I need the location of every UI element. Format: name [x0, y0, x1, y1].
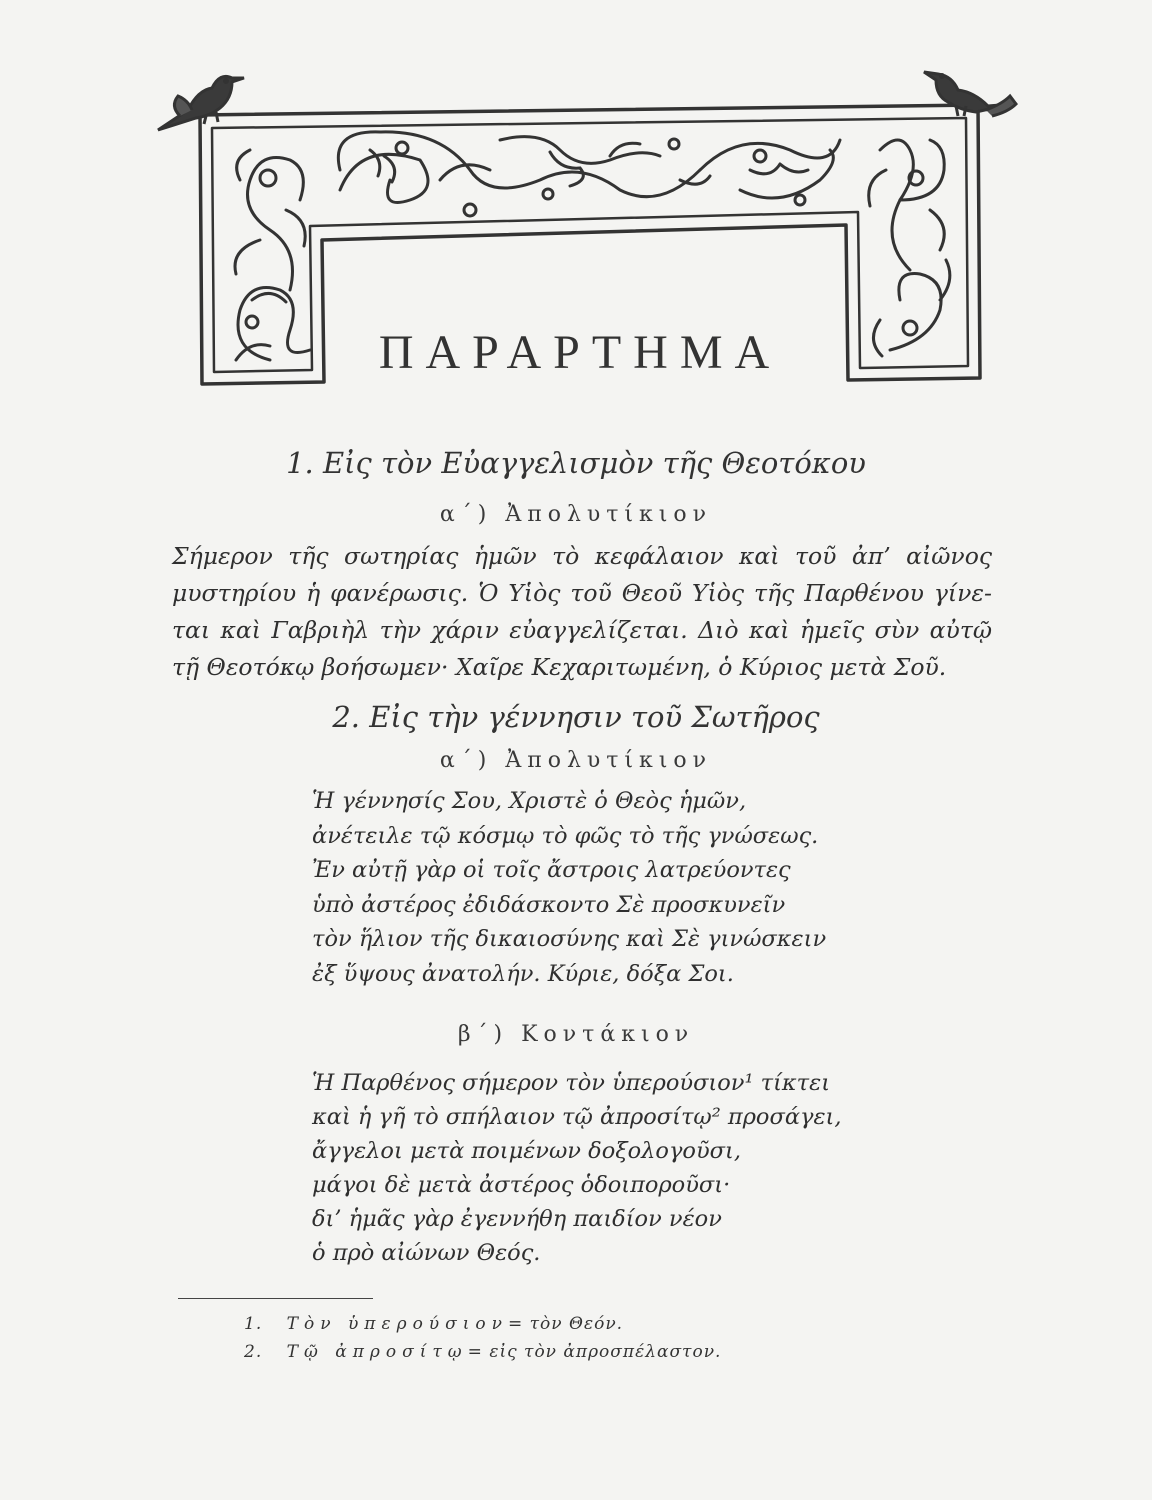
text-line: ται καὶ Γαβριὴλ τὴν χάριν εὐαγγελίζεται. Διὸ καὶ ἡμεῖς σὺν αὐτῷ: [172, 616, 992, 644]
footnote-term: Τῷ ἀπροσίτῳ: [286, 1342, 468, 1362]
footnote-number: 1.: [244, 1314, 263, 1334]
verse-line: ἐξ ὕψους ἀνατολήν. Κύριε, δόξα Σοι.: [312, 960, 734, 987]
section-1-heading: 1. Εἰς τὸν Εὐαγγελισμὸν τῆς Θεοτόκου: [286, 446, 866, 480]
footnote-divider: [178, 1298, 373, 1299]
text-line: μυστηρίου ἡ φανέρωσις. Ὁ Υἱὸς τοῦ Θεοῦ Υἱὸς τῆς Παρθένου γίνε-: [172, 579, 992, 607]
section-1-subheading: α΄) Ἀπολυτίκιον: [439, 502, 713, 527]
verse-line: τὸν ἥλιον τῆς δικαιοσύνης καὶ Σὲ γινώσκειν: [312, 926, 827, 952]
text-line: Σήμερον τῆς σωτηρίας ἡμῶν τὸ κεφάλαιον καὶ τοῦ ἀπ’ αἰῶνος: [172, 542, 992, 570]
section-2-heading: 2. Εἰς τὴν γέννησιν τοῦ Σωτῆρος: [332, 700, 820, 734]
section-2-subheading-b: β΄) Κοντάκιον: [457, 1022, 695, 1047]
verse-line: Ἡ Παρθένος σήμερον τὸν ὑπερούσιον¹ τίκτει: [312, 1070, 831, 1096]
verse-line: ὑπὸ ἀστέρος ἐδιδάσκοντο Σὲ προσκυνεῖν: [312, 891, 786, 918]
right-bird-icon: [924, 72, 1016, 116]
kontakion-verse: [312, 1066, 912, 1270]
section-1-text: [172, 538, 992, 686]
verse-line: ἄγγελοι μετὰ ποιμένων δοξολογοῦσι,: [312, 1138, 741, 1164]
verse-line: μάγοι δὲ μετὰ ἀστέρος ὁδοιποροῦσι·: [312, 1172, 731, 1198]
footnote-definition: = εἰς τὸν ἀπροσπέλαστον.: [467, 1342, 722, 1362]
verse-line: Ἐν αὐτῇ γὰρ οἱ τοῖς ἄστροις λατρεύοντες: [312, 857, 791, 883]
text-line: τῇ Θεοτόκῳ βοήσωμεν· Χαῖρε Κεχαριτωμένη, ὁ Κύριος μετὰ Σοῦ.: [172, 653, 947, 681]
verse-line: καὶ ἡ γῆ τὸ σπήλαιον τῷ ἀπροσίτῳ² προσάγει,: [312, 1104, 842, 1130]
footnote-definition: = τὸν Θεόν.: [508, 1314, 624, 1334]
verse-line: ἀνέτειλε τῷ κόσμῳ τὸ φῶς τὸ τῆς γνώσεως.: [312, 822, 819, 849]
section-2-subheading-a: α΄) Ἀπολυτίκιον: [439, 748, 713, 773]
footnotes: [244, 1310, 721, 1366]
verse-line: δι’ ἡμᾶς γὰρ ἐγεννήθη παιδίον νέον: [312, 1206, 722, 1232]
footnote-term: Τὸν ὑπερούσιον: [286, 1314, 508, 1334]
apolytikion-verse: [312, 784, 912, 991]
footnote: [244, 1338, 721, 1366]
page-title: ΠΑΡΑΡΤΗΜΑ: [378, 326, 782, 379]
footnote: [244, 1310, 721, 1338]
verse-line: Ἡ γέννησίς Σου, Χριστὲ ὁ Θεὸς ἡμῶν,: [312, 788, 747, 814]
verse-line: ὁ πρὸ αἰώνων Θεός.: [312, 1240, 541, 1266]
footnote-number: 2.: [244, 1342, 263, 1362]
